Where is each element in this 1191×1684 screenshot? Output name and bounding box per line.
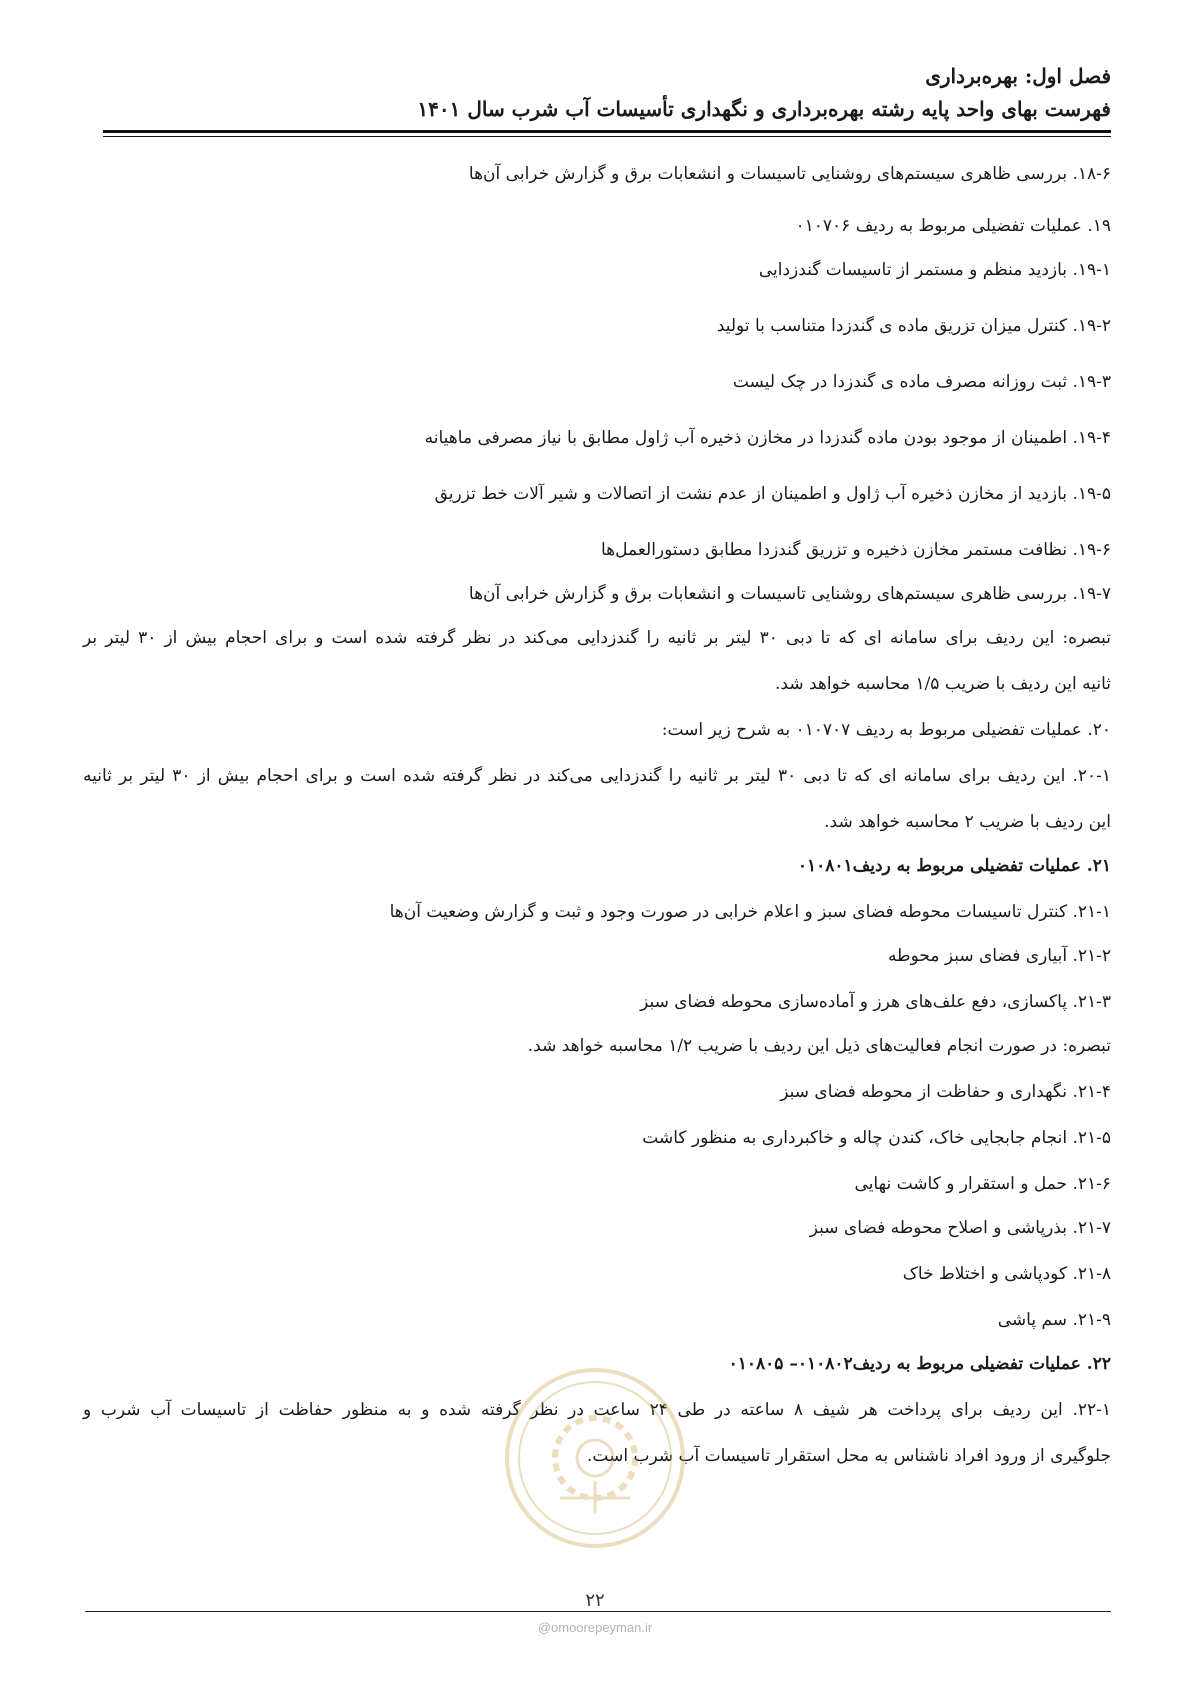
list-item: ۲۱-۵. انجام جابجایی خاک، کندن چاله و خاکبرداری به منظور کاشت (642, 1128, 1111, 1148)
list-item: ۱۹-۲. کنترل میزان تزریق ماده ی گندزدا متناسب با تولید (716, 316, 1111, 336)
section-heading: ۱۹. عملیات تفضیلی مربوط به ردیف ۰۱۰۷۰۶ (795, 216, 1111, 236)
footer-rule-right (586, 1611, 1111, 1612)
document-title: فهرست بهای واحد پایه رشته بهره‌برداری و نگهداری تأسیسات آب شرب سال ۱۴۰۱ (417, 97, 1111, 121)
list-item: ۱۹-۵. بازدید از مخازن ذخیره آب ژاول و اطمینان از عدم نشت از اتصالات و شیر آلات خط تزریق (434, 484, 1111, 504)
list-item: ۲۱-۶. حمل و استقرار و کاشت نهایی (854, 1174, 1111, 1194)
note-line: ثانیه این ردیف با ضریب ۱/۵ محاسبه خواهد شد. (775, 674, 1111, 694)
list-item: ۲۱-۹. سم پاشی (997, 1310, 1111, 1330)
list-item: ۱۹-۷. بررسی ظاهری سیستم‌های روشنایی تاسیسات و انشعابات برق و گزارش خرابی آن‌ها (468, 584, 1111, 604)
list-item: ۲۰-۱. این ردیف برای سامانه ای که تا دبی ۳۰ لیتر بر ثانیه را گندزدایی می‌کند در نظر گرفته شده است و برای احجام بیش از ۳۰ لیتر بر ثانیه (83, 766, 1111, 786)
list-item: ۲۱-۸. کودپاشی و اختلاط خاک (902, 1264, 1111, 1284)
list-item: ۲۱-۱. کنترل تاسیسات محوطه فضای سبز و اعلام خرابی در صورت وجود و ثبت و گزارش وضعیت آن‌ها (389, 902, 1111, 922)
list-item: ۱۹-۶. نظافت مستمر مخازن ذخیره و تزریق گندزدا مطابق دستورالعمل‌ها (600, 540, 1111, 560)
list-item: ۱۹-۱. بازدید منظم و مستمر از تاسیسات گندزدایی (758, 260, 1111, 280)
header-rule-thick (103, 130, 1111, 133)
list-item: ۲۱-۳. پاکسازی، دفع علف‌های هرز و آماده‌سازی محوطه فضای سبز (640, 992, 1111, 1012)
section-heading: ۲۲. عملیات تفضیلی مربوط به ردیف۰۱۰۸۰۲– ۰۱۰۸۰۵ (728, 1354, 1111, 1374)
website-watermark: @omoorepeyman.ir (537, 1620, 653, 1635)
section-heading: ۲۰. عملیات تفضیلی مربوط به ردیف ۰۱۰۷۰۷ به شرح زیر است: (661, 720, 1111, 740)
list-item: ۲۱-۷. بذرپاشی و اصلاح محوطه فضای سبز (809, 1218, 1111, 1238)
list-item: جلوگیری از ورود افراد ناشناس به محل استقرار تاسیسات آب شرب است. (586, 1446, 1111, 1466)
watermark-seal-icon (500, 1363, 690, 1553)
note-line: تبصره: این ردیف برای سامانه ای که تا دبی ۳۰ لیتر بر ثانیه را گندزدایی می‌کند در نظر گرفته شده است و برای احجام بیش از ۳۰ لیتر بر (83, 628, 1111, 648)
header-rule-thin (103, 136, 1111, 137)
chapter-title: فصل اول: بهره‌برداری (925, 64, 1111, 88)
list-item: این ردیف با ضریب ۲ محاسبه خواهد شد. (824, 812, 1111, 832)
page-number: ۲۲ (585, 1590, 605, 1611)
page-header (103, 60, 1111, 126)
note-line: تبصره: در صورت انجام فعالیت‌های ذیل این ردیف با ضریب ۱/۲ محاسبه خواهد شد. (527, 1036, 1111, 1056)
list-item: ۲۱-۴. نگهداری و حفاظت از محوطه فضای سبز (780, 1082, 1111, 1102)
section-heading: ۲۱. عملیات تفضیلی مربوط به ردیف۰۱۰۸۰۱ (797, 856, 1111, 876)
list-item: ۱۸-۶. بررسی ظاهری سیستم‌های روشنایی تاسیسات و انشعابات برق و گزارش خرابی آن‌ها (468, 164, 1111, 184)
list-item: ۲۱-۲. آبیاری فضای سبز محوطه (887, 946, 1111, 966)
list-item: ۱۹-۳. ثبت روزانه مصرف ماده ی گندزدا در چک لیست (732, 372, 1111, 392)
list-item: ۱۹-۴. اطمینان از موجود بودن ماده گندزدا در مخازن ذخیره آب ژاول مطابق با نیاز مصرفی ماهیانه (424, 428, 1111, 448)
footer-rule-left (85, 1611, 610, 1612)
list-item: ۲۲-۱. این ردیف برای پرداخت هر شیف ۸ ساعته در طی ۲۴ ساعت در نظر گرفته شده و به منظور حفاظت از تاسیسات آب شرب و (83, 1400, 1111, 1420)
